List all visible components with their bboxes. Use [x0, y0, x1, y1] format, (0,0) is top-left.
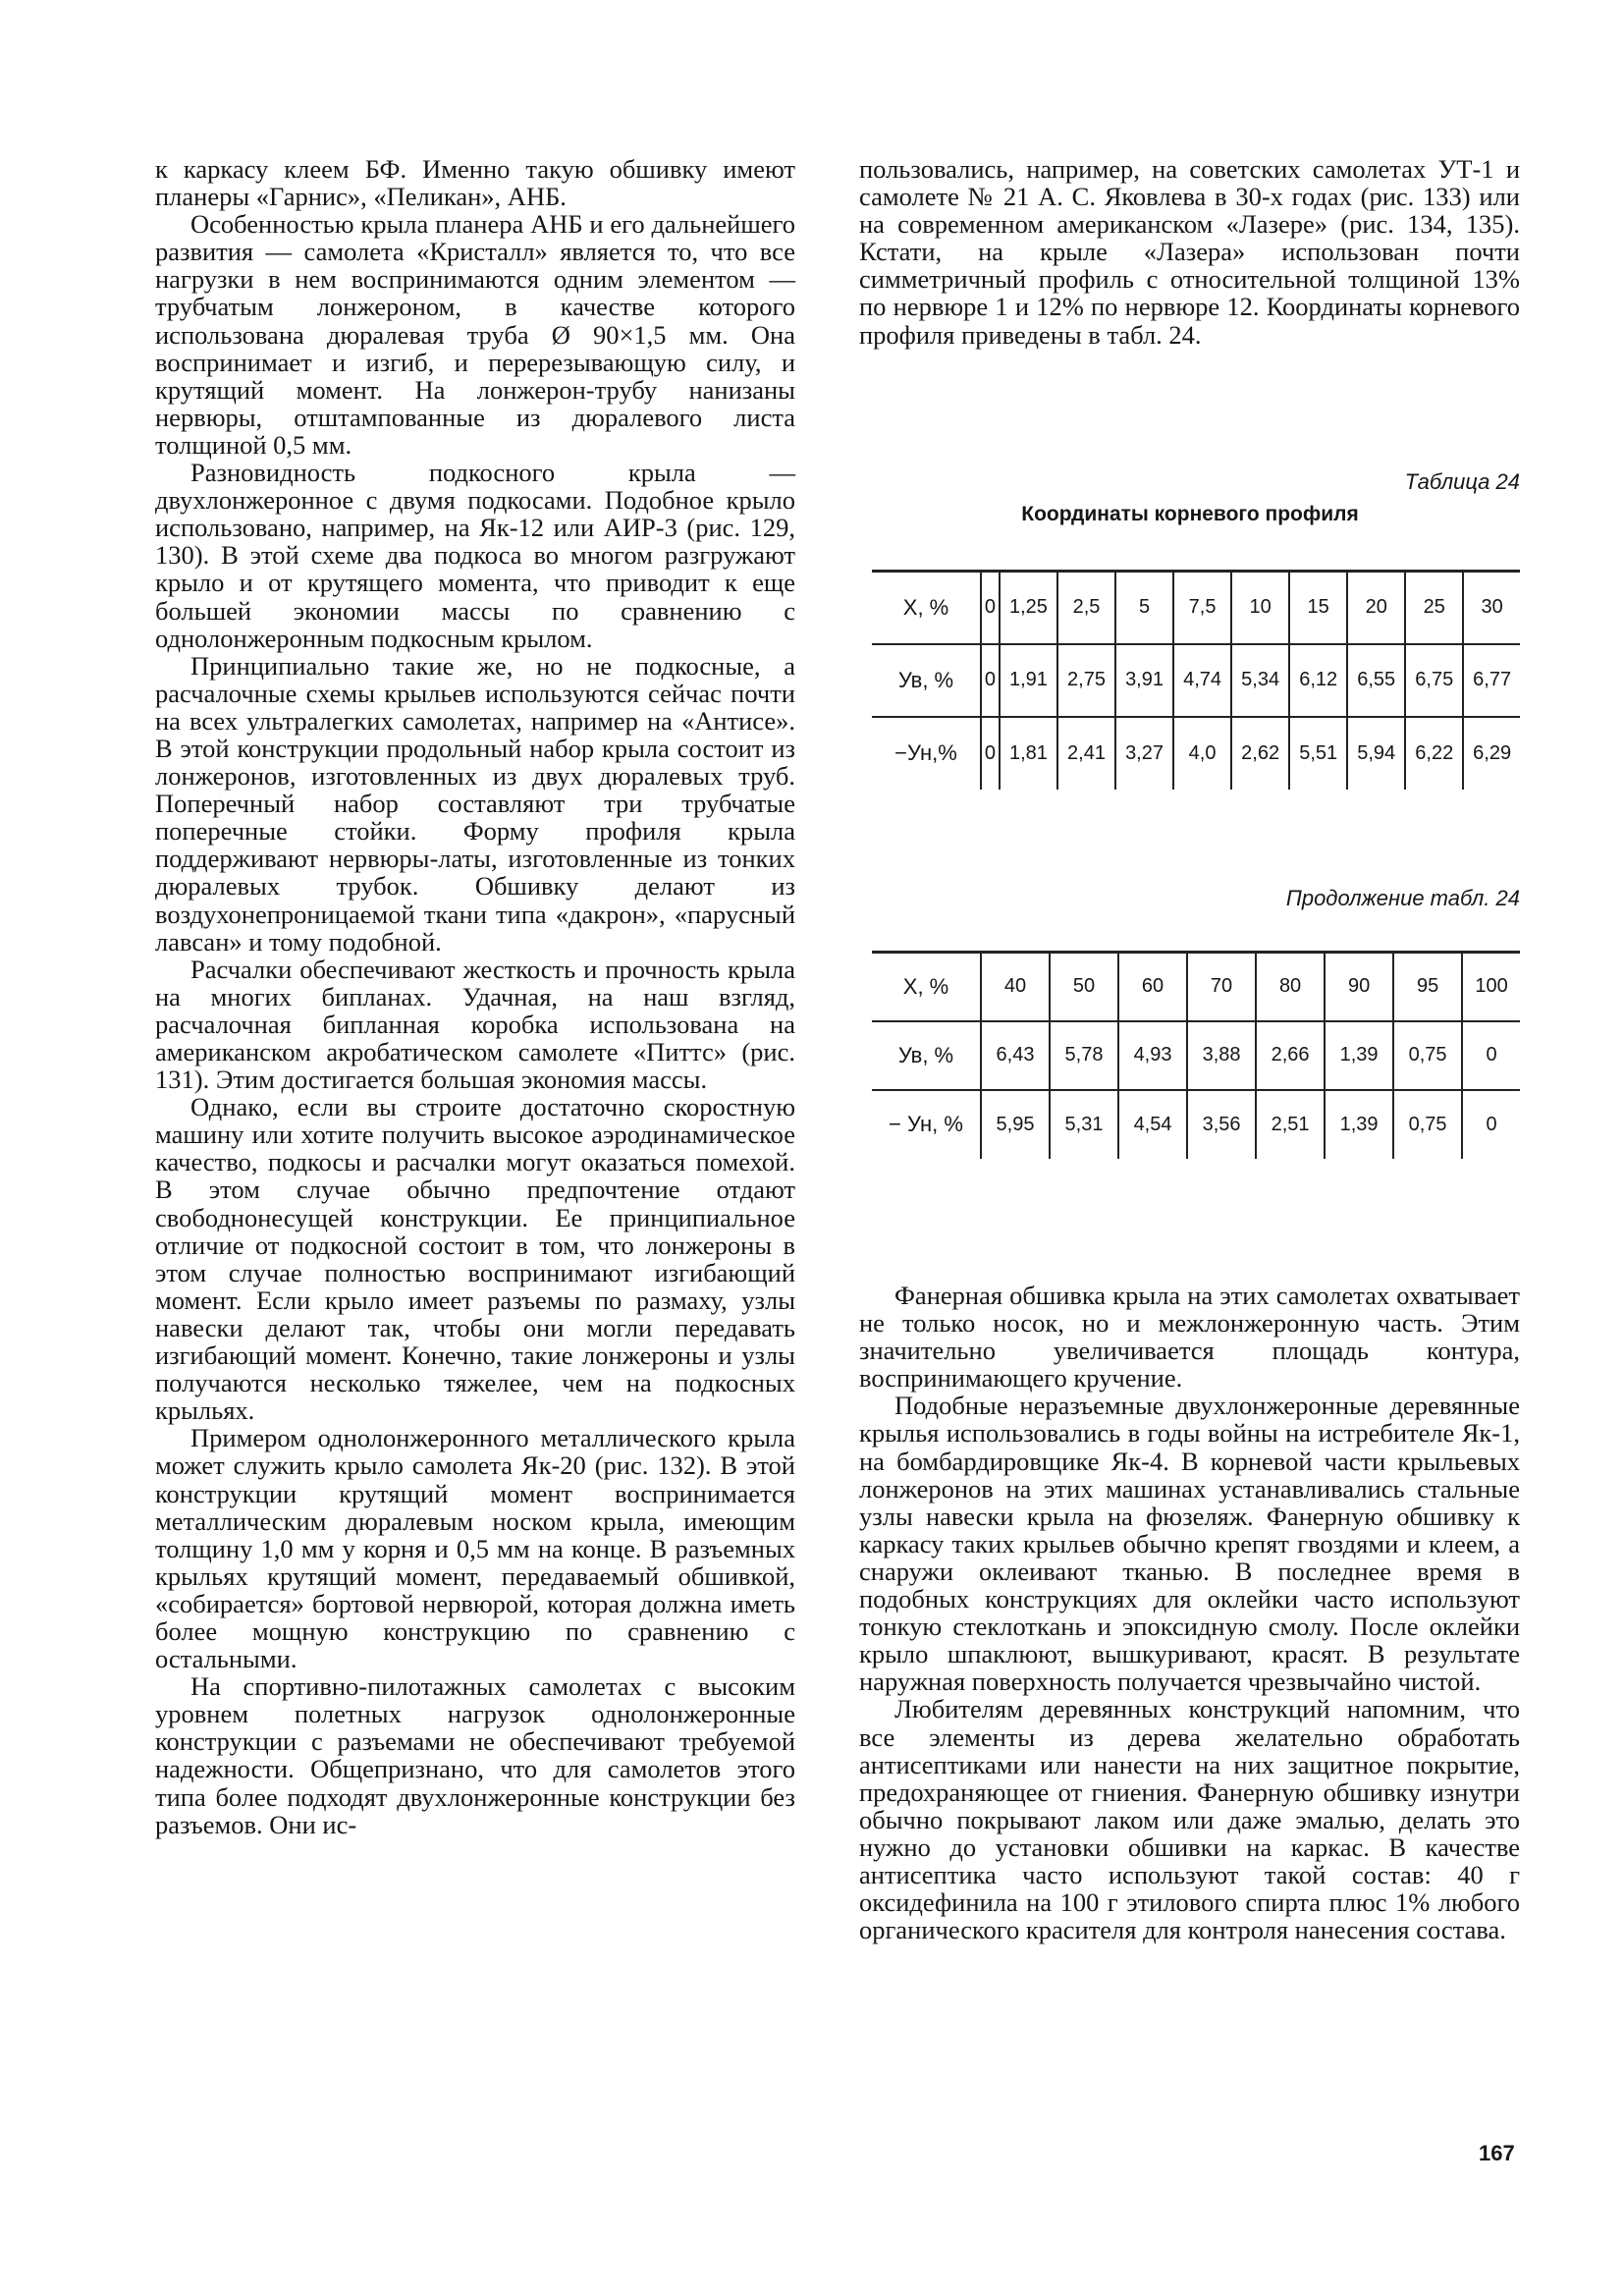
- table-cell: 3,88: [1187, 1021, 1256, 1090]
- table-cell: 6,22: [1405, 717, 1463, 790]
- table-cell: 0: [1462, 1090, 1520, 1159]
- table-row: [872, 953, 1520, 1021]
- table-cell: 4,0: [1173, 717, 1231, 790]
- table-cell: 1,39: [1325, 1021, 1393, 1090]
- row-header: Ув, %: [872, 644, 981, 717]
- table-cell: 4,93: [1118, 1021, 1187, 1090]
- table-row: [872, 644, 1520, 717]
- table-row: [872, 717, 1520, 790]
- right-column-top: [859, 155, 1520, 349]
- coordinates-table: [872, 570, 1520, 790]
- table-cell: 0: [1462, 1021, 1520, 1090]
- table-cell: 2,62: [1231, 717, 1289, 790]
- row-header: X, %: [872, 572, 981, 644]
- table-cell: 100: [1462, 953, 1520, 1021]
- table-cell: 5,94: [1347, 717, 1405, 790]
- table-cell: 5,34: [1231, 644, 1289, 717]
- table-cell: 6,55: [1347, 644, 1405, 717]
- table-cell: 40: [981, 953, 1050, 1021]
- table-title: Координаты корневого профиля: [1021, 503, 1359, 525]
- paragraph: Фанерная обшивка крыла на этих самолетах охватывает не только носок, но и межлонжеронную часть. Этим значительно увеличивается площадь контура, воспринимающего кручение.: [859, 1281, 1520, 1394]
- table-cell: 2,41: [1057, 717, 1115, 790]
- table-cell: 6,43: [981, 1021, 1050, 1090]
- table-cell: 7,5: [1173, 572, 1231, 644]
- paragraph: На спортивно-пилотажных самолетах с высоким уровнем полетных нагрузок однолонжеронные конструкции с разъемами не обеспечивают требуемой надежности. Общепризнано, что для самолетов этого типа более подходят двухлонжеронные конструкции без разъемов. Они ис-: [155, 1671, 795, 1839]
- coordinates-table-continuation: [872, 951, 1520, 1159]
- table-cell: 2,51: [1256, 1090, 1325, 1159]
- table-cell: 15: [1289, 572, 1347, 644]
- table-cell: 0: [981, 717, 1000, 790]
- paragraph: Расчалки обеспечивают жесткость и прочность крыла на многих бипланах. Удачная, на наш взгляд, расчалочная бипланная коробка использована на американском акробатическом самолете «Питтс» (рис. 131). Этим достигается большая экономия массы.: [155, 954, 795, 1095]
- left-column: [155, 155, 795, 1838]
- table-cell: 90: [1325, 953, 1393, 1021]
- paragraph: Принципиально такие же, но не подкосные, а расчалочные схемы крыльев используются сейчас почти на всех ультралегких самолетах, например на «Антисе». В этой конструкции продольный набор крыла состоит из лонжеронов, изготовленных из двух дюралевых труб. Поперечный набор составляют три трубчатые поперечные стойки. Форму профиля крыла поддерживают нервюры-латы, изготовленные из тонких дюралевых трубок. Обшивку делают из воздухонепроницаемой ткани типа «дакрон», «парусный лавсан» и тому подобной.: [155, 650, 795, 957]
- paragraph: Подобные неразъемные двухлонжеронные деревянные крылья использовались в годы войны на истребителе Як-1, на бомбардировщике Як-4. В корневой части крыльевых лонжеронов на этих машинах устанавливались стальные узлы навески крыла на фюзеляж. Фанерную обшивку к каркасу таких крыльев обычно крепят гвоздями и клеем, а снаружи оклеивают тканью. В последнее время в подобных конструкциях для оклейки часто используют тонкую стеклоткань и эпоксидную смолу. После оклейки крыло шпаклюют, вышкуривают, красят. В результате наружная поверхность получается чрезвычайно чистой.: [859, 1391, 1520, 1697]
- table-cell: 1,81: [1000, 717, 1057, 790]
- table-cell: 6,12: [1289, 644, 1347, 717]
- row-header: −Ун,%: [872, 717, 981, 790]
- row-header: − Ун, %: [872, 1090, 981, 1159]
- table-cell: 5: [1115, 572, 1173, 644]
- page-number: 167: [1479, 2141, 1515, 2165]
- table-cell: 70: [1187, 953, 1256, 1021]
- paragraph: Примером однолонжеронного металлического крыла может служить крыло самолета Як-20 (рис. 132). В этой конструкции крутящий момент воспринимается металлическим дюралевым носком крыла, имеющим толщину 1,0 мм у корня и 0,5 мм на конце. В разъемных крыльях крутящий момент, передаваемый обшивкой, «собирается» бортовой нервюрой, которая должна иметь более мощную конструкцию по сравнению с остальными.: [155, 1423, 795, 1674]
- table-cell: 6,75: [1405, 644, 1463, 717]
- table-cell: 30: [1463, 572, 1520, 644]
- table-row: [872, 572, 1520, 644]
- table-cell: 3,56: [1187, 1090, 1256, 1159]
- table-cell: 3,27: [1115, 717, 1173, 790]
- table-cell: 0,75: [1393, 1090, 1462, 1159]
- right-column-bottom: [859, 1282, 1520, 1943]
- row-header: Ув, %: [872, 1021, 981, 1090]
- table-cell: 80: [1256, 953, 1325, 1021]
- table-cell: 2,75: [1057, 644, 1115, 717]
- table-cell: 5,95: [981, 1090, 1050, 1159]
- paragraph: Особенностью крыла планера АНБ и его дальнейшего развития — самолета «Кристалл» является то, что все нагрузки в нем воспринимаются одним элементом — трубчатым лонжероном, в качестве которого использована дюралевая труба Ø 90×1,5 мм. Она воспринимает и изгиб, и перерезывающую силу, и крутящий момент. На лонжерон-трубу нанизаны нервюры, отштампованные из дюралевого листа толщиной 0,5 мм.: [155, 209, 795, 460]
- paragraph: Любителям деревянных конструкций напомним, что все элементы из дерева желательно обработать антисептиками или нанести на них защитное покрытие, предохраняющее от гниения. Фанерную обшивку изнутри обычно покрывают лаком или даже эмалью, делать это нужно до установки обшивки на каркас. В качестве антисептика часто используют такой состав: 40 г оксидефинила на 100 г этилового спирта плюс 1% любого органического красителя для контроля нанесения состава.: [859, 1694, 1520, 1945]
- row-header: X, %: [872, 953, 981, 1021]
- table-continuation-label: Продолжение табл. 24: [1285, 886, 1520, 910]
- table-cell: 4,54: [1118, 1090, 1187, 1159]
- table-cell: 5,31: [1050, 1090, 1118, 1159]
- table-cell: 0,75: [1393, 1021, 1462, 1090]
- table-row: [872, 1021, 1520, 1090]
- table-cell: 5,51: [1289, 717, 1347, 790]
- table-cell: 5,78: [1050, 1021, 1118, 1090]
- table-cell: 1,91: [1000, 644, 1057, 717]
- table-cell: 0: [981, 644, 1000, 717]
- paragraph: пользовались, например, на советских самолетах УТ-1 и самолете № 21 А. С. Яковлева в 30-х годах (рис. 133) или на современном американском «Лазере» (рис. 134, 135). Кстати, на крыле «Лазера» использован почти симметричный профиль с относительной толщиной 13% по нервюре 1 и 12% по нервюре 12. Координаты корневого профиля приведены в табл. 24.: [859, 154, 1520, 350]
- table-cell: 1,25: [1000, 572, 1057, 644]
- table-cell: 1,39: [1325, 1090, 1393, 1159]
- paragraph: Разновидность подкосного крыла — двухлонжеронное с двумя подкосами. Подобное крыло использовано, например, на Як-12 или АИР-3 (рис. 129, 130). В этой схеме два подкоса во многом разгружают крыло и от крутящего момента, что приводит к еще большей экономии массы по сравнению с однолонжеронным подкосным крылом.: [155, 458, 795, 653]
- table-cell: 3,91: [1115, 644, 1173, 717]
- table-cell: 50: [1050, 953, 1118, 1021]
- table-cell: 95: [1393, 953, 1462, 1021]
- table-label: Таблица 24: [1404, 469, 1520, 494]
- table-cell: 10: [1231, 572, 1289, 644]
- paragraph: Однако, если вы строите достаточно скоростную машину или хотите получить высокое аэродинамическое качество, подкосы и расчалки могут оказаться помехой. В этом случае обычно предпочтение отдают свободнонесущей конструкции. Ее принципиальное отличие от подкосной состоит в том, что лонжероны в этом случае полностью воспринимают изгибающий момент. Если крыло имеет разъемы по размаху, узлы навески делают так, чтобы они могли передавать изгибающий момент. Конечно, такие лонжероны и узлы получаются несколько тяжелее, чем на подкосных крыльях.: [155, 1092, 795, 1426]
- table-row: [872, 1090, 1520, 1159]
- paragraph: к каркасу клеем БФ. Именно такую обшивку имеют планеры «Гарнис», «Пеликан», АНБ.: [155, 154, 795, 212]
- table-cell: 25: [1405, 572, 1463, 644]
- table-cell: 2,5: [1057, 572, 1115, 644]
- table-cell: 20: [1347, 572, 1405, 644]
- table-cell: 0: [981, 572, 1000, 644]
- table-cell: 4,74: [1173, 644, 1231, 717]
- table-cell: 6,29: [1463, 717, 1520, 790]
- table-cell: 6,77: [1463, 644, 1520, 717]
- table-cell: 60: [1118, 953, 1187, 1021]
- table-cell: 2,66: [1256, 1021, 1325, 1090]
